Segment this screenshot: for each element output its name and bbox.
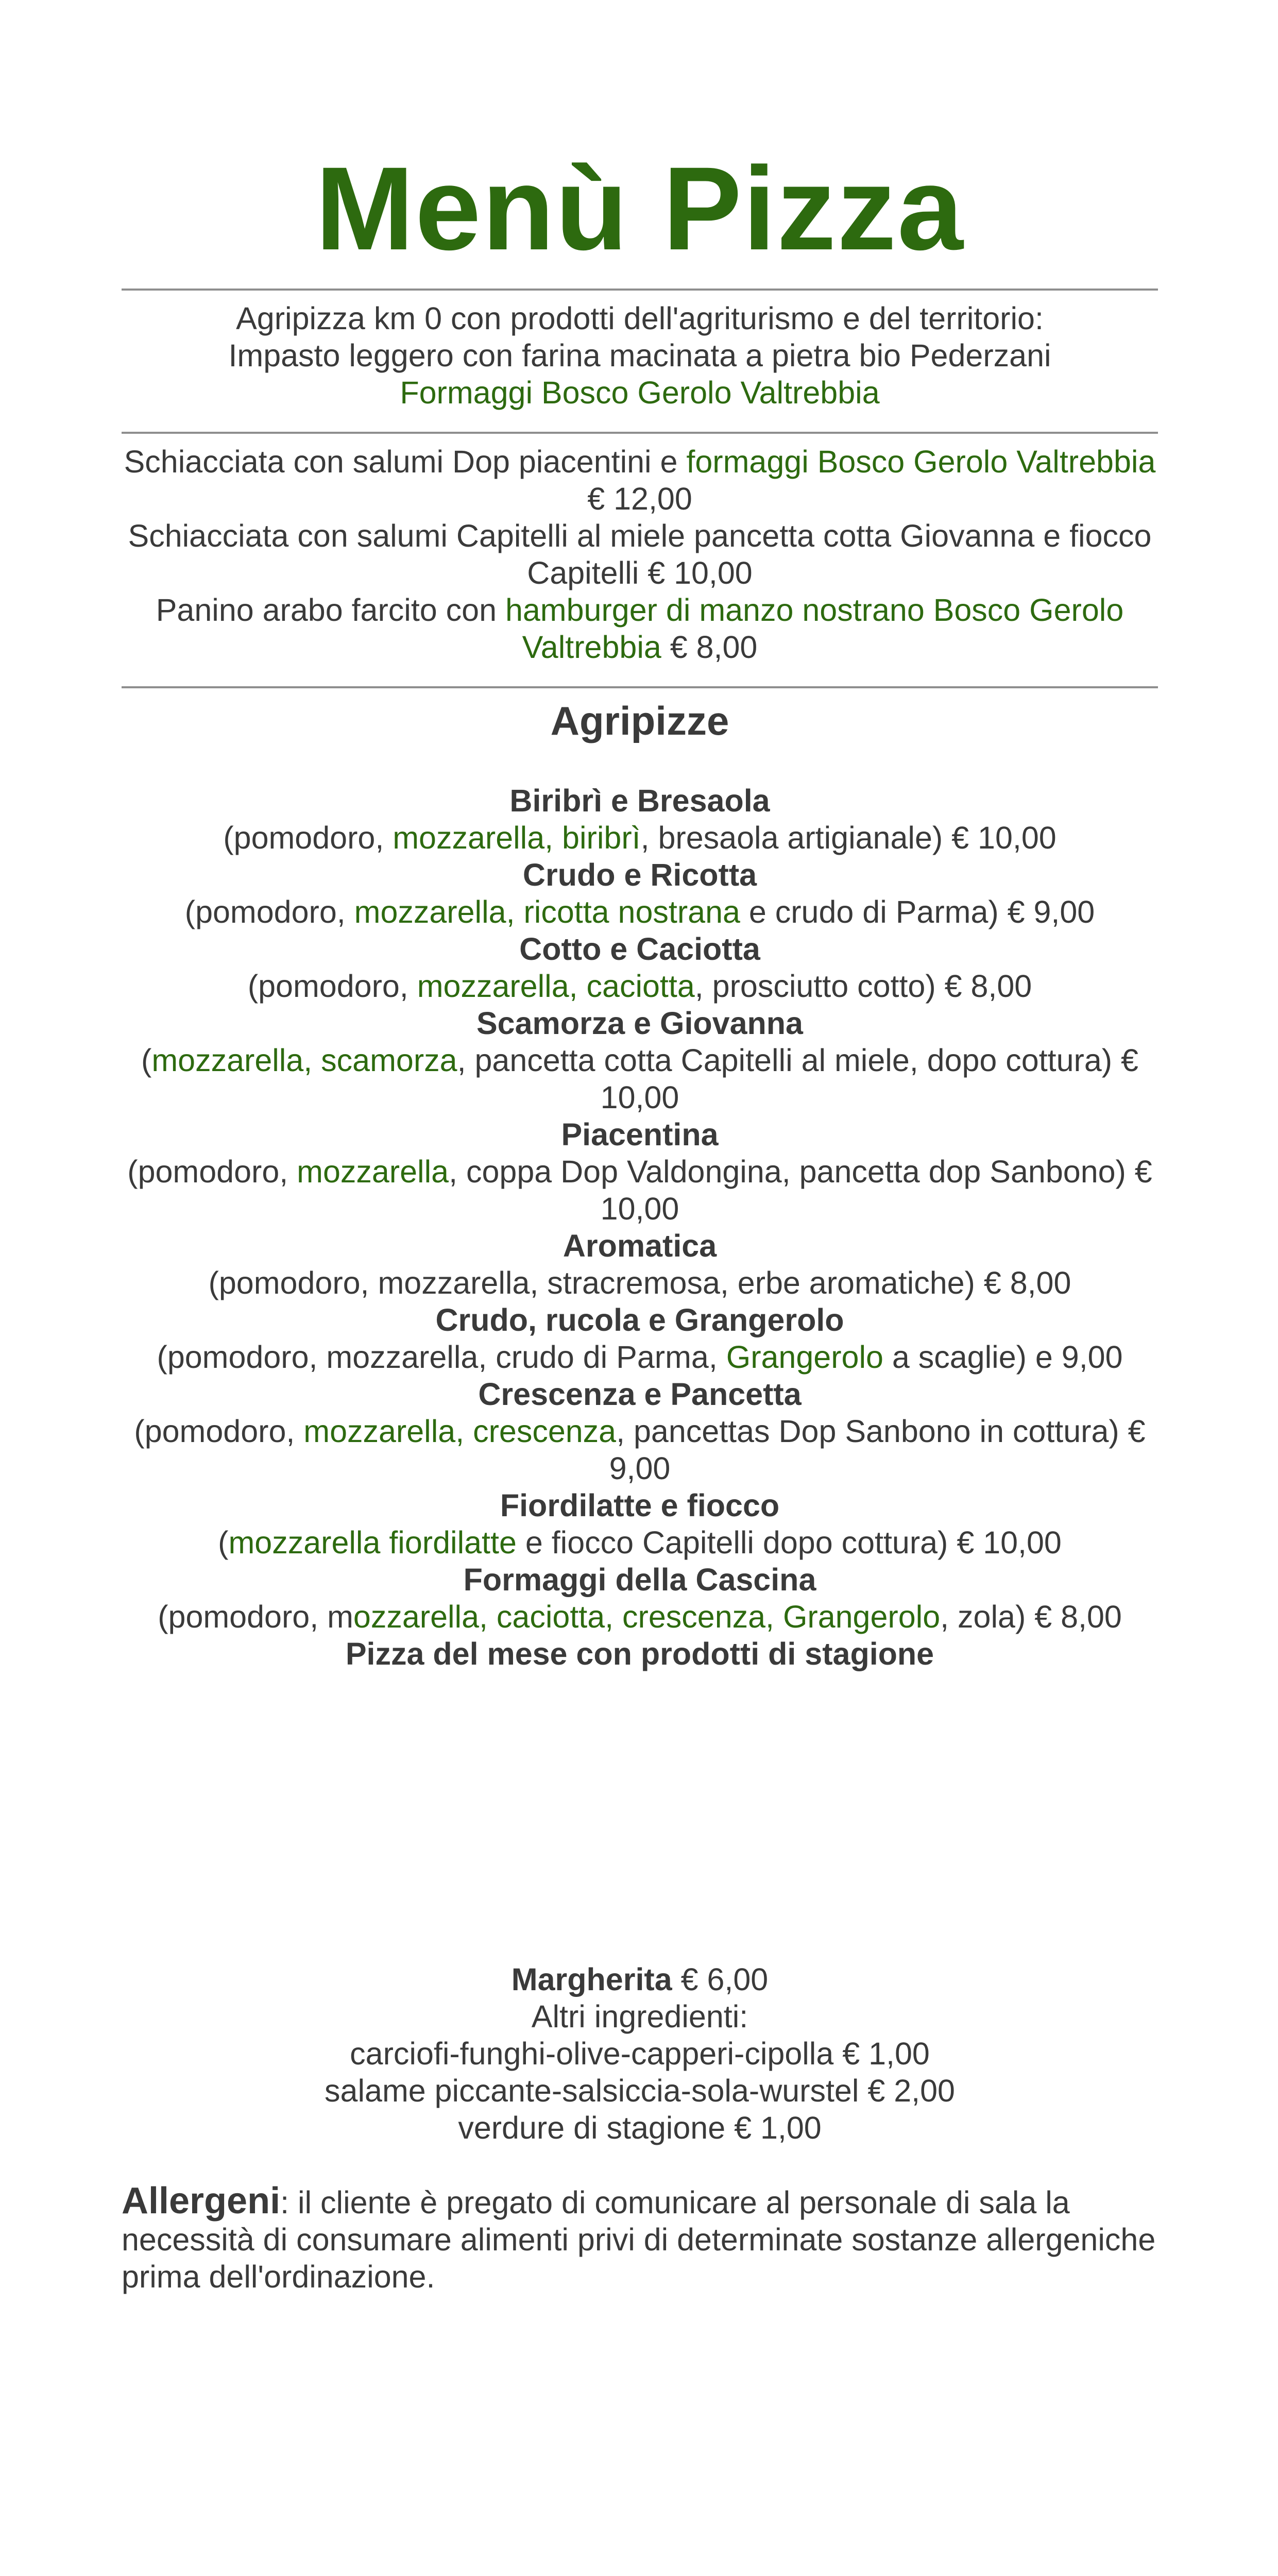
pizza-name: Crudo, rucola e Grangerolo — [435, 1302, 844, 1337]
pizza-name: Biribrì e Bresaola — [509, 783, 770, 818]
pizza-description: (pomodoro, mozzarella, stracremosa, erbe aromatiche) € 8,00 — [208, 1265, 1071, 1300]
intro-line: Formaggi Bosco Gerolo Valtrebbia — [400, 375, 880, 410]
extras-item: salame piccante-salsiccia-sola-wurstel € 2,00 — [325, 2073, 955, 2108]
intro-line: Agripizza km 0 con prodotti dell'agriturismo e del territorio: — [236, 301, 1044, 336]
starter-highlight: formaggi Bosco Gerolo Valtrebbia — [686, 444, 1156, 479]
pizza-name: Cotto e Caciotta — [519, 931, 760, 967]
pizza-name: Aromatica — [563, 1228, 717, 1263]
page-title: Menù Pizza — [315, 142, 964, 275]
pizza-highlight: mozzarella, ricotta nostrana — [354, 894, 740, 929]
pizza-highlight: mozzarella, biribrì — [393, 820, 641, 855]
pizza-description: (pomodoro, mozzarella, caciotta, prosciutto cotto) € 8,00 — [247, 969, 1032, 1004]
pizza-item — [122, 930, 1158, 1005]
starter-item — [122, 443, 1158, 517]
pizza-highlight: Grangerolo — [726, 1340, 883, 1375]
pizza-name: Scamorza e Giovanna — [476, 1006, 803, 1041]
starter-text: Schiacciata con salumi Dop piacentini e — [124, 444, 687, 479]
section-heading: Agripizze — [550, 698, 729, 743]
pizza-item — [122, 1005, 1158, 1116]
monthly-pizza: Pizza del mese con prodotti di stagione — [345, 1636, 934, 1671]
extras-item: verdure di stagione € 1,00 — [458, 2110, 822, 2145]
starter-price: € 12,00 — [587, 481, 692, 516]
pizza-description: (pomodoro, mozzarella, crescenza, pancettas Dop Sanbono in cottura) € 9,00 — [134, 1414, 1146, 1486]
pizza-description: (pomodoro, mozzarella, crudo di Parma, Grangerolo a scaglie) e 9,00 — [157, 1340, 1123, 1375]
pizza-highlight: mozzarella, caciotta — [417, 969, 695, 1004]
pizza-description: (pomodoro, mozzarella, coppa Dop Valdongina, pancetta dop Sanbono) € 10,00 — [127, 1154, 1152, 1226]
pizza-name: Fiordilatte e fiocco — [500, 1488, 780, 1523]
starter-item — [122, 517, 1158, 591]
margherita-line — [122, 1961, 1158, 1998]
starters-list — [122, 443, 1158, 666]
margherita-price: € 6,00 — [672, 1962, 769, 1997]
extras-title: Altri ingredienti: — [531, 1999, 748, 2034]
menu-page — [122, 142, 1158, 2295]
pizza-name: Formaggi della Cascina — [463, 1562, 816, 1597]
pizza-item — [122, 1376, 1158, 1487]
divider — [122, 686, 1158, 688]
intro-block — [122, 300, 1158, 411]
margherita-block — [122, 1961, 1158, 2146]
starter-text: Schiacciata con salumi Capitelli al miele pancetta cotta Giovanna e fiocco Capitelli € 10,00 — [128, 518, 1152, 590]
pizza-highlight: ozzarella, caciotta, crescenza, Grangerolo — [353, 1599, 941, 1634]
allergen-notice — [122, 2182, 1158, 2295]
pizza-item — [122, 1301, 1158, 1376]
intro-line: Impasto leggero con farina macinata a pietra bio Pederzani — [228, 338, 1051, 373]
pizza-description: (pomodoro, mozzarella, biribrì, bresaola artigianale) € 10,00 — [223, 820, 1057, 855]
allergen-label: Allergeni — [122, 2180, 281, 2222]
blank-space — [122, 1672, 1158, 1961]
pizza-item — [122, 1227, 1158, 1301]
starter-price: € 8,00 — [661, 630, 758, 665]
pizza-name: Crescenza e Pancetta — [478, 1377, 802, 1412]
allergen-text: : il cliente è pregato di comunicare al personale di sala la necessità di consumare alimenti privi di determinate sostanze allergeniche prima dell'ordinazione. — [122, 2185, 1156, 2294]
margherita-name: Margherita — [511, 1962, 672, 1997]
pizza-list — [122, 782, 1158, 1672]
pizza-highlight: mozzarella fiordilatte — [228, 1525, 517, 1560]
pizza-name: Crudo e Ricotta — [522, 857, 757, 892]
pizza-highlight: mozzarella, scamorza — [151, 1043, 457, 1078]
pizza-item — [122, 1561, 1158, 1635]
divider — [122, 432, 1158, 434]
pizza-highlight: mozzarella, crescenza — [303, 1414, 617, 1449]
starter-highlight: hamburger di manzo nostrano Bosco Gerolo Valtrebbia — [505, 592, 1124, 665]
pizza-description: (pomodoro, mozzarella, caciotta, crescenza, Grangerolo, zola) € 8,00 — [158, 1599, 1122, 1634]
starter-text: Panino arabo farcito con — [156, 592, 505, 628]
pizza-description: (pomodoro, mozzarella, ricotta nostrana e crudo di Parma) € 9,00 — [184, 894, 1095, 929]
starter-item — [122, 591, 1158, 666]
pizza-item — [122, 782, 1158, 856]
pizza-item — [122, 1116, 1158, 1227]
pizza-description: (mozzarella, scamorza, pancetta cotta Capitelli al miele, dopo cottura) € 10,00 — [141, 1043, 1138, 1115]
divider — [122, 289, 1158, 291]
pizza-name: Piacentina — [561, 1117, 719, 1152]
extras-item: carciofi-funghi-olive-capperi-cipolla € 1,00 — [350, 2036, 930, 2071]
pizza-highlight: mozzarella — [297, 1154, 449, 1189]
pizza-item — [122, 1487, 1158, 1561]
pizza-description: (mozzarella fiordilatte e fiocco Capitelli dopo cottura) € 10,00 — [218, 1525, 1062, 1560]
pizza-item — [122, 856, 1158, 930]
